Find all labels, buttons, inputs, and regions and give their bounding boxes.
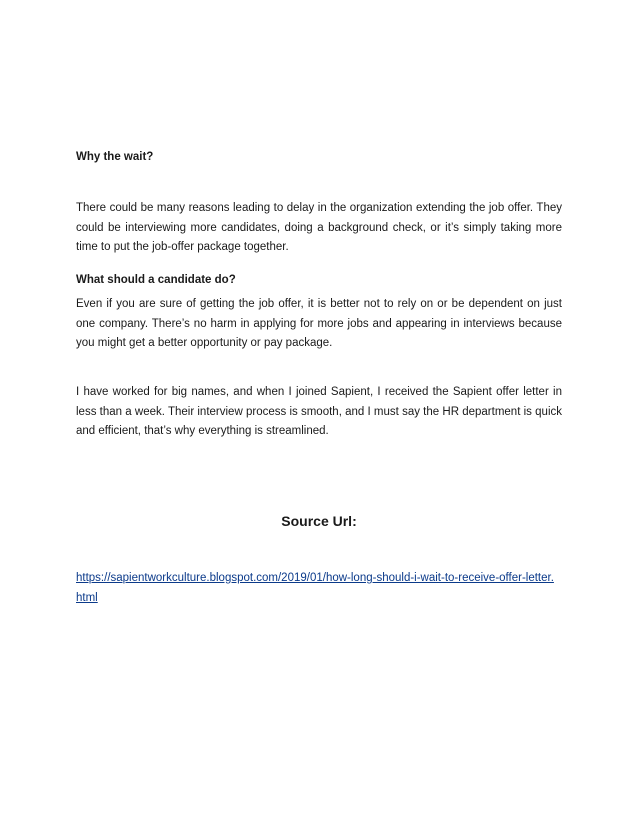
source-url-link[interactable]: https://sapientworkculture.blogspot.com/2019/01/how-long-should-i-wait-to-receive-offer-letter.html [76,572,554,604]
section-heading-what-should-candidate-do: What should a candidate do? [76,274,236,286]
section-heading-why-the-wait: Why the wait? [76,151,154,163]
paragraph-sapient-experience: I have worked for big names, and when I joined Sapient, I received the Sapient offer letter in less than a week. Their interview process is smooth, and I must say the HR department is quick and efficient, that’s why everything is streamlined. [76,386,562,437]
paragraph-what-should-candidate-do: Even if you are sure of getting the job offer, it is better not to rely on or be dependent on just one company. There’s no harm in applying for more jobs and appearing in interviews because you might get a better opportunity or pay package. [76,298,562,349]
paragraph-why-the-wait: There could be many reasons leading to delay in the organization extending the job offer. They could be interviewing more candidates, doing a background check, or it’s simply taking more time to put the job-offer package together. [76,202,562,253]
source-url-title: Source Url: [281,513,357,529]
